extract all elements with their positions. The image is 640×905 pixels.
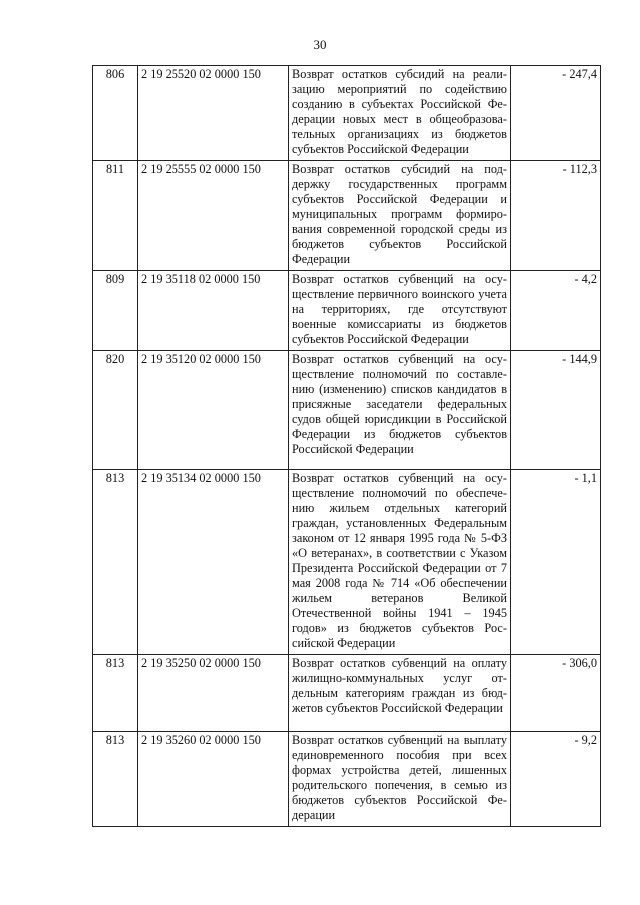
row-description: Возврат остатков субвенций на выплату единовременного пособия при всех формах устройства детей, лишенных родительского попечения, в семью из бюджетов субъектов Российской Федерации bbox=[289, 732, 511, 827]
page-number: 30 bbox=[313, 37, 327, 52]
row-amount: - 4,2 bbox=[511, 271, 601, 351]
admin-code: 806 bbox=[93, 66, 138, 161]
kbk-code: 2 19 35134 02 0000 150 bbox=[138, 470, 289, 655]
row-amount: - 1,1 bbox=[511, 470, 601, 655]
row-description: Возврат остатков субсидий на поддержку государственных программ субъектов Российской Федерации и муниципальных программ формирования современной городской среды из бюджетов субъектов Российской Федерации bbox=[289, 161, 511, 271]
kbk-code: 2 19 25520 02 0000 150 bbox=[138, 66, 289, 161]
admin-code: 820 bbox=[93, 351, 138, 470]
kbk-code: 2 19 35118 02 0000 150 bbox=[138, 271, 289, 351]
row-amount: - 112,3 bbox=[511, 161, 601, 271]
admin-code: 813 bbox=[93, 732, 138, 827]
kbk-code: 2 19 35260 02 0000 150 bbox=[138, 732, 289, 827]
admin-code: 809 bbox=[93, 271, 138, 351]
table-row bbox=[93, 470, 601, 655]
budget-table bbox=[92, 65, 601, 827]
admin-code: 813 bbox=[93, 470, 138, 655]
table-row bbox=[93, 655, 601, 732]
kbk-code: 2 19 25555 02 0000 150 bbox=[138, 161, 289, 271]
admin-code: 811 bbox=[93, 161, 138, 271]
admin-code: 813 bbox=[93, 655, 138, 732]
row-amount: - 306,0 bbox=[511, 655, 601, 732]
row-description: Возврат остатков субвенций на оплату жилищно-коммунальных услуг отдельным категориям граждан из бюджетов субъектов Российской Федерации bbox=[289, 655, 511, 732]
row-description: Возврат остатков субвенций на осуществление первичного воинского учета на территориях, где отсутствуют военные комиссариаты из бюджетов субъектов Российской Федерации bbox=[289, 271, 511, 351]
row-description: Возврат остатков субвенций на осуществление полномочий по обеспечению жильем отдельных категорий граждан, установленных Федеральным законом от 12 января 1995 года № 5-ФЗ «О ветеранах», в соответствии с Указом Президента Российской Федерации от 7 мая 2008 года № 714 «Об обеспечении жильем ветеранов Великой Отечественной войны 1941 – 1945 годов» из бюджетов субъектов Российской Федерации bbox=[289, 470, 511, 655]
row-description: Возврат остатков субвенций на осуществление полномочий по составлению (изменению) списков кандидатов в присяжные заседатели федеральных судов общей юрисдикции в Российской Федерации из бюджетов субъектов Российской Федерации bbox=[289, 351, 511, 470]
row-amount: - 9,2 bbox=[511, 732, 601, 827]
kbk-code: 2 19 35120 02 0000 150 bbox=[138, 351, 289, 470]
table-row bbox=[93, 161, 601, 271]
row-description: Возврат остатков субсидий на реализацию мероприятий по содействию созданию в субъектах Российской Федерации новых мест в общеобразовательных организациях из бюджетов субъектов Российской Федерации bbox=[289, 66, 511, 161]
row-amount: - 144,9 bbox=[511, 351, 601, 470]
table-row bbox=[93, 66, 601, 161]
table-row bbox=[93, 271, 601, 351]
row-amount: - 247,4 bbox=[511, 66, 601, 161]
table-row bbox=[93, 351, 601, 470]
kbk-code: 2 19 35250 02 0000 150 bbox=[138, 655, 289, 732]
table-row bbox=[93, 732, 601, 827]
